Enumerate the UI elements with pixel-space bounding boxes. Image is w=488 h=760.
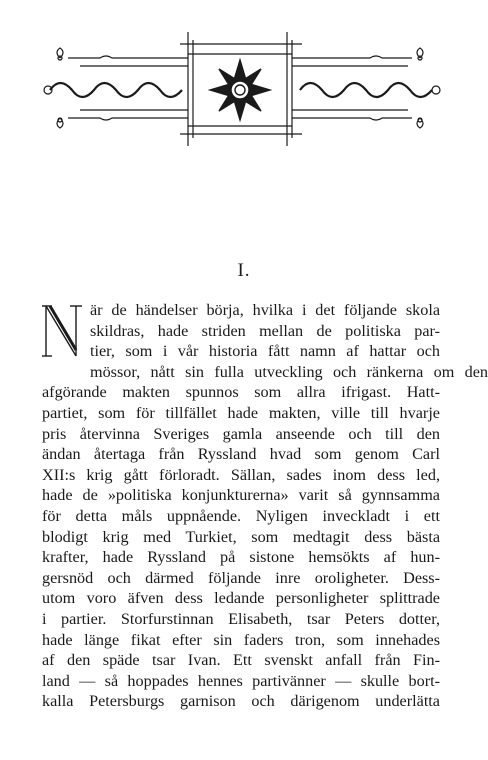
text-line: afgörande makten spunnos som allra ifrigast. Hatt- xyxy=(42,383,440,402)
text-line: hade de »politiska konjunkturerna» varit så gynnsamma xyxy=(42,486,440,505)
text-line: i partier. Storfurstinnan Elisabeth, tsar Peters dotter, xyxy=(42,609,440,628)
text-line: kalla Petersburgs garnison och därigenom underlätta xyxy=(42,692,440,711)
text-line: skildras, hade striden mellan de politiska par- xyxy=(90,321,440,340)
text-line: utom voro äfven dess ledande personligheter splittrade xyxy=(42,589,440,608)
drop-cap xyxy=(42,300,84,362)
text-line: mössor, nått sin fulla utveckling och ränkerna om den xyxy=(90,362,488,381)
text-line: tier, som i vår historia fått namn af hattar och xyxy=(90,342,440,361)
text-line: är de händelser börja, hvilka i det följande skola xyxy=(90,301,440,319)
text-line: blodigt krig med Turkiet, som medtagit dess bästa xyxy=(42,527,440,546)
text-line: gersnöd och därmed följande inre oroligheter. Dess- xyxy=(42,568,440,587)
drop-cap-letter-graphic xyxy=(42,300,84,362)
text-line: ändan återtaga från Ryssland hvad som genom Carl xyxy=(42,445,440,464)
text-line: för detta måls uppnående. Nyligen inveckladt i ett xyxy=(42,506,440,525)
text-line: af den späde tsar Ivan. Ett svenskt anfall från Fin- xyxy=(42,651,440,670)
body-text xyxy=(42,300,488,712)
text-line: krafter, hade Ryssland på sistone hemsökts af hun- xyxy=(42,548,440,567)
text-line: XII:s krig gått förloradt. Sällan, sades inom dess led, xyxy=(42,465,440,484)
text-line: partiet, som för tillfället hade makten, ville till hvarje xyxy=(42,403,440,422)
chapter-number: I. xyxy=(237,260,251,281)
text-line: pris återvinna Sveriges gamla anseende och till den xyxy=(42,424,440,443)
header-ornament xyxy=(40,30,448,148)
text-line: land — så hoppades hennes partivänner — skulle bort- xyxy=(42,671,440,690)
text-line: hade länge fikat efter sin faders tron, som innehades xyxy=(42,630,440,649)
